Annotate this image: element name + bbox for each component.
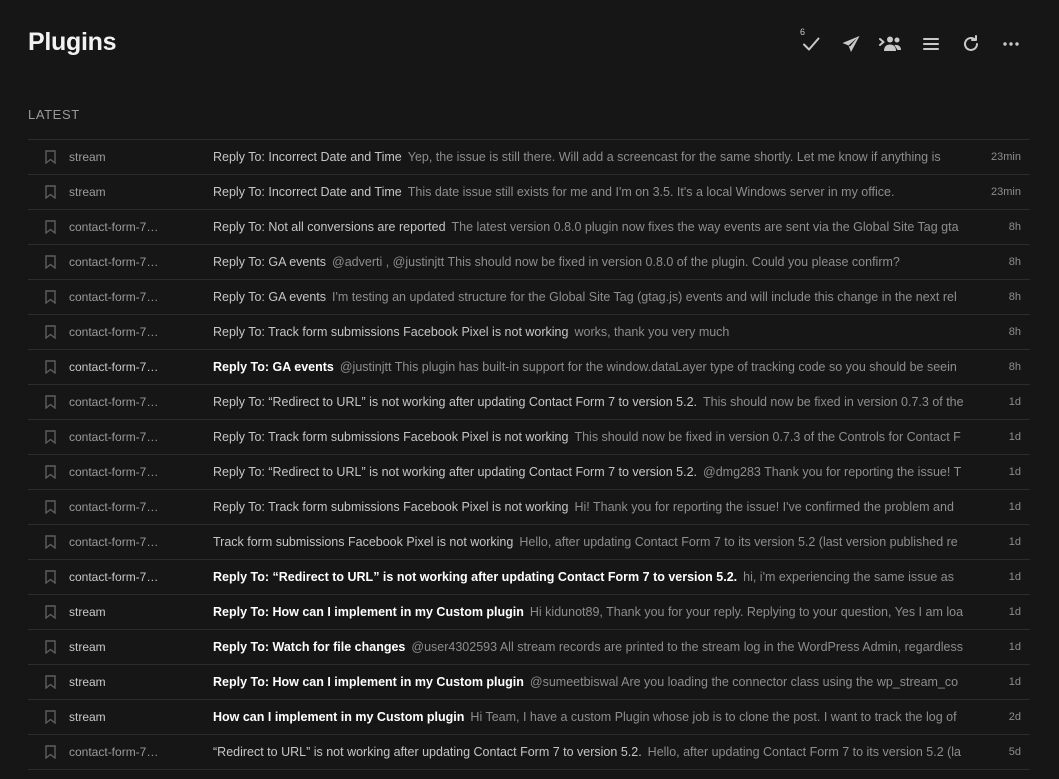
item-time: 1d [1008, 641, 1021, 653]
list-item[interactable] [28, 315, 1030, 350]
users-icon [879, 34, 903, 54]
item-excerpt: The latest version 0.8.0 plugin now fixes the way events are sent via the Global Site Tag gta [451, 220, 959, 234]
item-excerpt: Yep, the issue is still there. Will add a screencast for the same shortly. Let me know if anything is [407, 150, 941, 164]
bookmark-icon[interactable] [40, 430, 60, 444]
item-source: stream [69, 185, 106, 199]
list-item[interactable] [28, 525, 1030, 560]
item-time: 5d [1008, 746, 1021, 758]
bookmark-icon[interactable] [40, 255, 60, 269]
item-source: contact-form-7… [69, 290, 159, 304]
item-subject: “Redirect to URL” is not working after updating Contact Form 7 to version 5.2. [213, 745, 642, 759]
list-item[interactable] [28, 595, 1030, 630]
item-excerpt: @user4302593 All stream records are printed to the stream log in the WordPress Admin, regardless [411, 640, 964, 654]
item-text [213, 220, 979, 234]
item-source: stream [69, 710, 106, 724]
list-item[interactable] [28, 700, 1030, 735]
item-text [213, 430, 979, 444]
menu-icon [921, 34, 941, 54]
list-item[interactable] [28, 350, 1030, 385]
item-subject: Reply To: Incorrect Date and Time [213, 150, 402, 164]
item-text [213, 570, 979, 584]
item-subject: How can I implement in my Custom plugin [213, 710, 465, 724]
item-source: contact-form-7… [69, 395, 159, 409]
item-excerpt: Hi! Thank you for reporting the issue! I've confirmed the problem and [574, 500, 954, 514]
item-excerpt: @sumeetbiswal Are you loading the connector class using the wp_stream_co [529, 675, 959, 689]
mark-all-read-button[interactable] [791, 27, 831, 58]
item-source: contact-form-7… [69, 500, 159, 514]
bookmark-icon[interactable] [40, 220, 60, 234]
list-item[interactable] [28, 455, 1030, 490]
item-excerpt: @adverti , @justinjtt This should now be fixed in version 0.8.0 of the plugin. Could you please confirm? [332, 255, 900, 269]
bookmark-icon[interactable] [40, 290, 60, 304]
item-time: 8h [1008, 326, 1021, 338]
bookmark-icon[interactable] [40, 395, 60, 409]
list-item[interactable] [28, 420, 1030, 455]
share-button[interactable] [831, 30, 871, 58]
item-subject: Track form submissions Facebook Pixel is not working [213, 535, 514, 549]
item-source: contact-form-7… [69, 430, 159, 444]
check-icon [801, 34, 821, 54]
item-source: stream [69, 675, 106, 689]
item-source: stream [69, 150, 106, 164]
list-item[interactable] [28, 385, 1030, 420]
item-excerpt: Hello, after updating Contact Form 7 to its version 5.2 (la [647, 745, 962, 759]
item-excerpt: hi, i'm experiencing the same issue as [743, 570, 954, 584]
bookmark-icon[interactable] [40, 570, 60, 584]
item-time: 23min [991, 186, 1021, 198]
item-subject: Reply To: “Redirect to URL” is not working after updating Contact Form 7 to version 5.2. [213, 465, 698, 479]
item-text [213, 465, 979, 479]
section-heading: LATEST [28, 107, 80, 122]
list-item[interactable] [28, 735, 1030, 770]
item-time: 1d [1008, 606, 1021, 618]
item-time: 1d [1008, 536, 1021, 548]
item-text [213, 395, 979, 409]
bookmark-icon[interactable] [40, 465, 60, 479]
item-source: contact-form-7… [69, 535, 159, 549]
item-text [213, 185, 979, 199]
item-subject: Reply To: “Redirect to URL” is not working after updating Contact Form 7 to version 5.2. [213, 395, 698, 409]
item-time: 1d [1008, 501, 1021, 513]
bookmark-icon[interactable] [40, 500, 60, 514]
item-time: 8h [1008, 361, 1021, 373]
item-text [213, 325, 979, 339]
item-list [28, 139, 1030, 770]
item-source: stream [69, 605, 106, 619]
item-source: contact-form-7… [69, 325, 159, 339]
bookmark-icon[interactable] [40, 185, 60, 199]
list-item[interactable] [28, 140, 1030, 175]
item-text [213, 500, 979, 514]
item-subject: Reply To: “Redirect to URL” is not working after updating Contact Form 7 to version 5.2. [213, 570, 738, 584]
item-source: contact-form-7… [69, 745, 159, 759]
item-subject: Reply To: GA events [213, 360, 334, 374]
item-subject: Reply To: How can I implement in my Custom plugin [213, 675, 524, 689]
item-text [213, 255, 979, 269]
refresh-icon [961, 34, 981, 54]
item-time: 8h [1008, 291, 1021, 303]
list-item[interactable] [28, 280, 1030, 315]
item-excerpt: This should now be fixed in version 0.7.3 of the Controls for Contact F [574, 430, 961, 444]
item-excerpt: I'm testing an updated structure for the Global Site Tag (gtag.js) events and will include this change in the next rel [332, 290, 957, 304]
list-item[interactable] [28, 560, 1030, 595]
item-excerpt: Hi Team, I have a custom Plugin whose job is to clone the post. I want to track the log of [470, 710, 957, 724]
refresh-button[interactable] [951, 30, 991, 58]
item-text [213, 150, 979, 164]
list-item[interactable] [28, 175, 1030, 210]
list-item[interactable] [28, 490, 1030, 525]
item-excerpt: @dmg283 Thank you for reporting the issue! T [703, 465, 962, 479]
bookmark-icon[interactable] [40, 745, 60, 759]
item-time: 1d [1008, 431, 1021, 443]
item-time: 1d [1008, 571, 1021, 583]
item-source: contact-form-7… [69, 255, 159, 269]
item-time: 8h [1008, 221, 1021, 233]
item-text [213, 675, 979, 689]
item-subject: Reply To: GA events [213, 290, 327, 304]
item-excerpt: This date issue still exists for me and I'm on 3.5. It's a local Windows server in my office. [407, 185, 895, 199]
item-subject: Reply To: Track form submissions Facebook Pixel is not working [213, 500, 569, 514]
item-text [213, 745, 979, 759]
item-excerpt: This should now be fixed in version 0.7.3 of the [703, 395, 964, 409]
item-subject: Reply To: Incorrect Date and Time [213, 185, 402, 199]
item-subject: Reply To: Track form submissions Facebook Pixel is not working [213, 430, 569, 444]
item-subject: Reply To: How can I implement in my Custom plugin [213, 605, 524, 619]
item-subject: Reply To: GA events [213, 255, 327, 269]
item-source: contact-form-7… [69, 360, 159, 374]
item-excerpt: @justinjtt This plugin has built-in support for the window.dataLayer type of tracking code so you should be seein [339, 360, 957, 374]
bookmark-icon[interactable] [40, 675, 60, 689]
item-time: 1d [1008, 676, 1021, 688]
list-view-button[interactable] [911, 30, 951, 58]
item-excerpt: works, thank you very much [574, 325, 730, 339]
item-excerpt: Hi kidunot89, Thank you for your reply. Replying to your question, Yes I am loa [529, 605, 964, 619]
item-source: contact-form-7… [69, 220, 159, 234]
item-subject: Reply To: Track form submissions Facebook Pixel is not working [213, 325, 569, 339]
item-subject: Reply To: Not all conversions are reported [213, 220, 446, 234]
item-time: 8h [1008, 256, 1021, 268]
bookmark-icon[interactable] [40, 535, 60, 549]
list-item[interactable] [28, 245, 1030, 280]
item-time: 23min [991, 151, 1021, 163]
send-icon [841, 34, 861, 54]
item-source: stream [69, 640, 106, 654]
item-text [213, 640, 979, 654]
bookmark-icon[interactable] [40, 710, 60, 724]
page-title: Plugins [28, 28, 117, 56]
more-options-button[interactable] [991, 30, 1031, 58]
item-text [213, 535, 979, 549]
item-text [213, 605, 979, 619]
toolbar [791, 27, 1031, 58]
bookmark-icon[interactable] [40, 360, 60, 374]
unread-count-badge: 6 [800, 27, 806, 37]
bookmark-icon[interactable] [40, 150, 60, 164]
item-time: 1d [1008, 466, 1021, 478]
item-source: contact-form-7… [69, 465, 159, 479]
list-item[interactable] [28, 630, 1030, 665]
bookmark-icon[interactable] [40, 325, 60, 339]
bookmark-icon[interactable] [40, 640, 60, 654]
page-header [28, 26, 1031, 62]
list-item[interactable] [28, 210, 1030, 245]
item-text [213, 290, 979, 304]
item-subject: Reply To: Watch for file changes [213, 640, 406, 654]
list-item[interactable] [28, 665, 1030, 700]
item-source: contact-form-7… [69, 570, 159, 584]
item-text [213, 360, 979, 374]
item-excerpt: Hello, after updating Contact Form 7 to its version 5.2 (last version published re [519, 535, 958, 549]
more-horizontal-icon [1001, 34, 1021, 54]
follow-users-button[interactable] [871, 30, 911, 58]
item-time: 2d [1008, 711, 1021, 723]
item-time: 1d [1008, 396, 1021, 408]
bookmark-icon[interactable] [40, 605, 60, 619]
item-text [213, 710, 979, 724]
